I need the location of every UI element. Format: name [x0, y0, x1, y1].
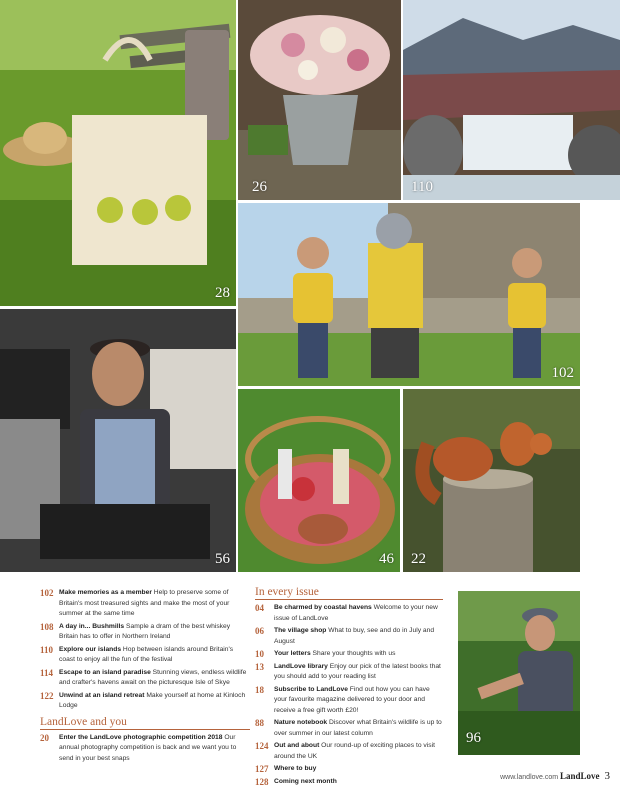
- entry-text: [274, 777, 337, 788]
- page-number-label: 28: [215, 285, 230, 301]
- contents-entry[interactable]: [255, 777, 443, 788]
- entry-page-number: 108: [40, 621, 54, 632]
- page-number-label: 46: [379, 551, 394, 567]
- photo-waterfall: [403, 0, 620, 200]
- entry-page-number: 124: [255, 741, 269, 751]
- entry-text: [274, 741, 443, 762]
- photo-knight-children: [238, 203, 580, 386]
- page-number-label: 96: [466, 730, 481, 746]
- entry-title: Be charmed by coastal havens: [274, 604, 372, 611]
- footer-page-number: 3: [604, 770, 610, 782]
- entry-text: [59, 668, 250, 689]
- page-number-label: 110: [411, 179, 433, 195]
- entry-description: Enjoy our pick of the latest books that you should add to your reading list: [274, 662, 441, 680]
- photo-tote-bag: [0, 0, 236, 306]
- photo-flower-bucket: [238, 0, 401, 200]
- entry-description: Make yourself at home at Kinloch Lodge: [59, 691, 246, 709]
- entry-text: [274, 685, 443, 717]
- entry-description: Help to preserve some of Britain's most treasured sights and make the most of your summer at the same time: [59, 589, 230, 617]
- entry-title: The village shop: [274, 627, 327, 634]
- entry-text: [59, 588, 250, 620]
- entry-text: [59, 645, 250, 666]
- photo-baker: [0, 309, 236, 572]
- entry-text: [59, 691, 250, 712]
- entry-description: Welcome to your new issue of LandLove: [274, 604, 438, 622]
- entry-page-number: 110: [40, 644, 54, 655]
- entry-title: Unwind at an island retreat: [59, 691, 145, 699]
- entry-title: Your letters: [274, 650, 311, 657]
- entry-title: Coming next month: [274, 777, 337, 785]
- entry-page-number: 18: [255, 684, 264, 695]
- photo-red-squirrel: [403, 389, 580, 572]
- entry-description: Our annual photography competition is back and we want you to send in your best snaps: [59, 733, 237, 762]
- entry-description: Sample a dram of the best whiskey Britain has to offer in Northern Ireland: [59, 622, 231, 640]
- landlove-section-heading: LandLove and you: [40, 716, 250, 730]
- entry-page-number: 04: [255, 603, 264, 613]
- entry-description: Discover what Britain's wildlife is up to over summer in our latest column: [274, 719, 442, 737]
- contents-entry[interactable]: [40, 588, 250, 620]
- entry-text: [59, 733, 250, 765]
- contents-entry[interactable]: [40, 622, 250, 643]
- entry-text: [274, 764, 316, 775]
- in-every-issue-list: [255, 586, 443, 789]
- page-number-label: 56: [215, 551, 230, 567]
- entry-page-number: 128: [255, 776, 269, 787]
- entry-text: [274, 662, 443, 683]
- contents-entry[interactable]: [255, 718, 443, 739]
- footer-brand: LandLove: [560, 771, 600, 781]
- entry-page-number: 114: [40, 667, 54, 678]
- in-every-issue-heading: In every issue: [255, 586, 443, 600]
- contents-entry[interactable]: [255, 649, 443, 660]
- entry-title: A day in... Bushmills: [59, 622, 125, 630]
- page-footer: [500, 770, 610, 782]
- footer-url[interactable]: www.landlove.com: [500, 774, 559, 781]
- contents-entry[interactable]: [40, 733, 250, 765]
- entry-title: Out and about: [274, 742, 320, 749]
- entry-description: What to buy, see and do in July and August: [274, 627, 435, 645]
- page-number-label: 26: [252, 179, 267, 195]
- features-list: [40, 588, 250, 766]
- entry-page-number: 20: [40, 732, 49, 743]
- contents-entry[interactable]: [255, 603, 443, 624]
- entry-title: Escape to an island paradise: [59, 668, 151, 676]
- contents-entry[interactable]: [255, 662, 443, 683]
- entry-description: Stunning views, endless wildlife and crafter's havens await on the picturesque Isle of Skye: [59, 668, 247, 686]
- entry-description: Our round-up of exciting places to visit around the UK: [274, 742, 435, 760]
- photo-forester: [458, 591, 580, 755]
- page-number-label: 102: [551, 365, 574, 381]
- entry-title: LandLove library: [274, 662, 328, 670]
- entry-title: Nature notebook: [274, 719, 328, 726]
- contents-entry[interactable]: [255, 741, 443, 762]
- entry-description: Find out how you can have your favourite magazine delivered to your door and receive a free gift worth £20!: [274, 685, 430, 714]
- entry-page-number: 127: [255, 764, 269, 774]
- contents-entry[interactable]: [40, 668, 250, 689]
- contents-entry[interactable]: [255, 626, 443, 647]
- entry-page-number: 10: [255, 649, 264, 659]
- entry-title: Subscribe to LandLove: [274, 685, 348, 693]
- contents-entry[interactable]: [40, 691, 250, 712]
- entry-description: Hop between islands around Britain's coast to enjoy all the fun of the festival: [59, 645, 234, 663]
- entry-text: [274, 626, 443, 647]
- entry-description: Share your thoughts with us: [310, 650, 396, 657]
- entry-page-number: 102: [40, 588, 54, 598]
- entry-title: Enter the LandLove photographic competition 2018: [59, 733, 223, 741]
- entry-text: [59, 622, 250, 643]
- contents-entry[interactable]: [255, 685, 443, 717]
- entry-page-number: 06: [255, 626, 264, 636]
- photo-picnic-basket: [238, 389, 400, 572]
- entry-page-number: 88: [255, 718, 264, 728]
- contents-entry[interactable]: [255, 764, 443, 775]
- entry-text: [274, 649, 395, 660]
- entry-page-number: 122: [40, 690, 54, 701]
- entry-title: Where to buy: [274, 765, 317, 772]
- entry-text: [274, 718, 443, 739]
- contents-entry[interactable]: [40, 645, 250, 666]
- entry-title: Make memories as a member: [59, 589, 152, 596]
- entry-page-number: 13: [255, 661, 264, 672]
- entry-text: [274, 603, 443, 624]
- entry-title: Explore our islands: [59, 645, 122, 653]
- page-number-label: 22: [411, 551, 426, 567]
